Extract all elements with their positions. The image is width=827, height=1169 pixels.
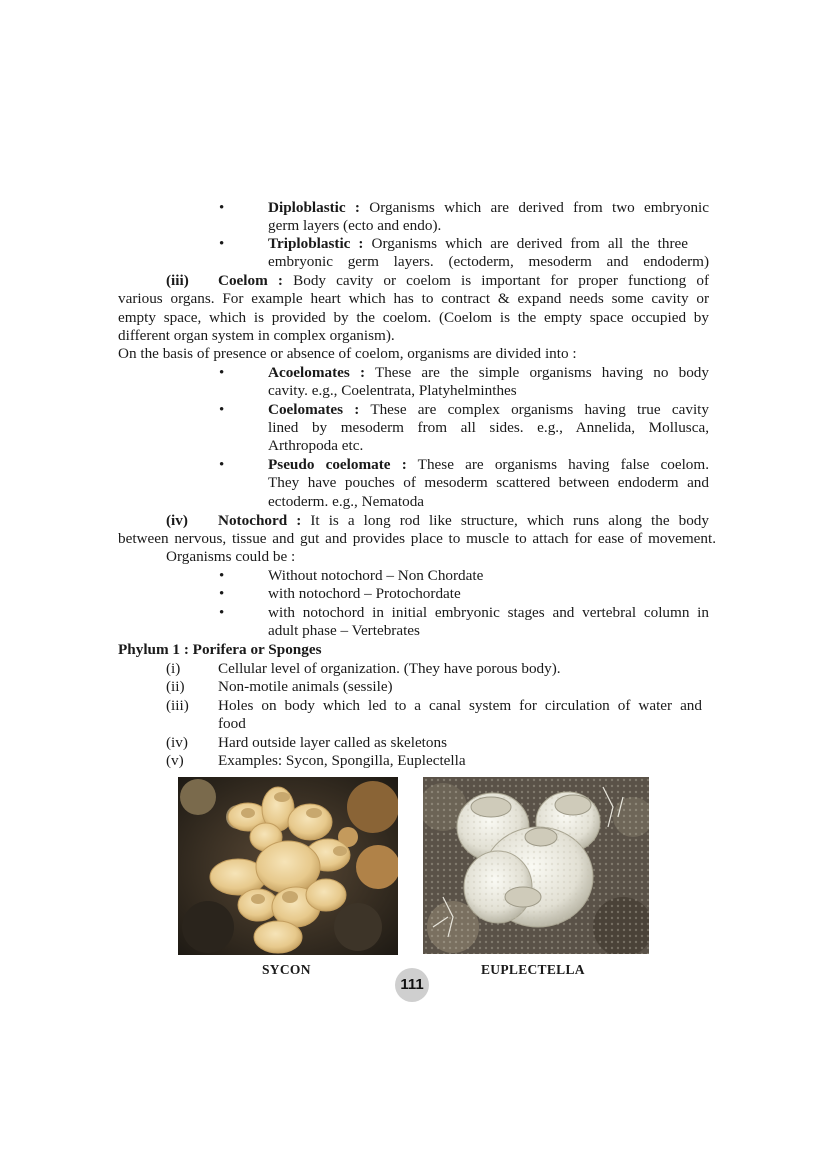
notochord-line2: between nervous, tissue and gut and provides place to muscle to attach for ease of movement. — [118, 530, 716, 547]
coelomates-line3: Arthropoda etc. — [268, 437, 364, 454]
porifera-item-2: Non-motile animals (sessile) — [218, 678, 393, 695]
pseudo-line2: They have pouches of mesoderm scattered between endoderm and — [268, 474, 709, 491]
coelomates-line2: lined by mesoderm from all sides. e.g., Annelida, Mollusca, — [268, 419, 709, 436]
notochord-intro: Organisms could be : — [166, 548, 296, 565]
porifera-num-2: (ii) — [166, 678, 185, 695]
bullet: • — [219, 586, 225, 602]
porifera-item-1: Cellular level of organization. (They have porous body). — [218, 660, 561, 677]
triploblastic-line2: embryonic germ layers. (ectoderm, mesoderm and endoderm) — [268, 253, 709, 270]
bullet: • — [219, 605, 225, 621]
pseudo-line3: ectoderm. e.g., Nematoda — [268, 493, 425, 510]
coelom-basis: On the basis of presence or absence of coelom, organisms are divided into : — [118, 345, 577, 362]
porifera-item-3: Holes on body which led to a canal system for circulation of water and — [218, 697, 702, 714]
notochord-number: (iv) — [166, 512, 188, 529]
porifera-heading: Phylum 1 : Porifera or Sponges — [118, 641, 322, 658]
euplectella-caption: EUPLECTELLA — [481, 962, 585, 977]
coelom-line1: Coelom : Body cavity or coelom is important for proper functiong of — [218, 272, 710, 289]
acoelomates-line2: cavity. e.g., Coelentrata, Platyhelminthes — [268, 382, 517, 399]
coelomates-line1: Coelomates : These are complex organisms having true cavity — [268, 401, 709, 418]
coelom-line3: empty space, which is provided by the coelom. (Coelom is the empty space occupied by — [118, 309, 709, 326]
porifera-num-4: (iv) — [166, 734, 188, 751]
acoelomates-line1: Acoelomates : These are the simple organisms having no body — [268, 364, 709, 381]
coelom-number: (iii) — [166, 272, 189, 289]
porifera-item-5: Examples: Sycon, Spongilla, Euplectella — [218, 752, 466, 769]
coelom-line2: various organs. For example heart which has to contract & expand needs some cavity or — [118, 290, 709, 307]
porifera-num-3: (iii) — [166, 697, 189, 714]
triploblastic-line1: Triploblastic : Organisms which are derived from all the three — [268, 235, 689, 252]
diploblastic-line2: germ layers (ecto and endo). — [268, 217, 442, 234]
notochord-item-3: with notochord in initial embryonic stages and vertebral column in — [268, 604, 709, 621]
porifera-num-5: (v) — [166, 752, 184, 769]
sycon-caption: SYCON — [262, 962, 311, 977]
pseudo-line1: Pseudo coelomate : These are organisms having false coelom. — [268, 456, 710, 473]
porifera-item-4: Hard outside layer called as skeletons — [218, 734, 447, 751]
coelom-line4: different organ system in complex organism). — [118, 327, 395, 344]
page-number: 111 — [395, 968, 429, 1002]
diploblastic-line1: Diploblastic : Organisms which are derived from two embryonic — [268, 199, 709, 216]
bullet: • — [219, 200, 225, 216]
notochord-item-2: with notochord – Protochordate — [268, 585, 461, 602]
bullet: • — [219, 236, 225, 252]
porifera-num-1: (i) — [166, 660, 181, 677]
notochord-line1: Notochord : It is a long rod like structure, which runs along the body — [218, 512, 709, 529]
porifera-item-3-cont: food — [218, 715, 246, 732]
bullet: • — [219, 365, 225, 381]
euplectella-photo — [423, 777, 649, 954]
notochord-item-1: Without notochord – Non Chordate — [268, 567, 484, 584]
notochord-item-3-cont: adult phase – Vertebrates — [268, 622, 420, 639]
sycon-photo — [178, 777, 398, 955]
bullet: • — [219, 402, 225, 418]
bullet: • — [219, 457, 225, 473]
bullet: • — [219, 568, 225, 584]
